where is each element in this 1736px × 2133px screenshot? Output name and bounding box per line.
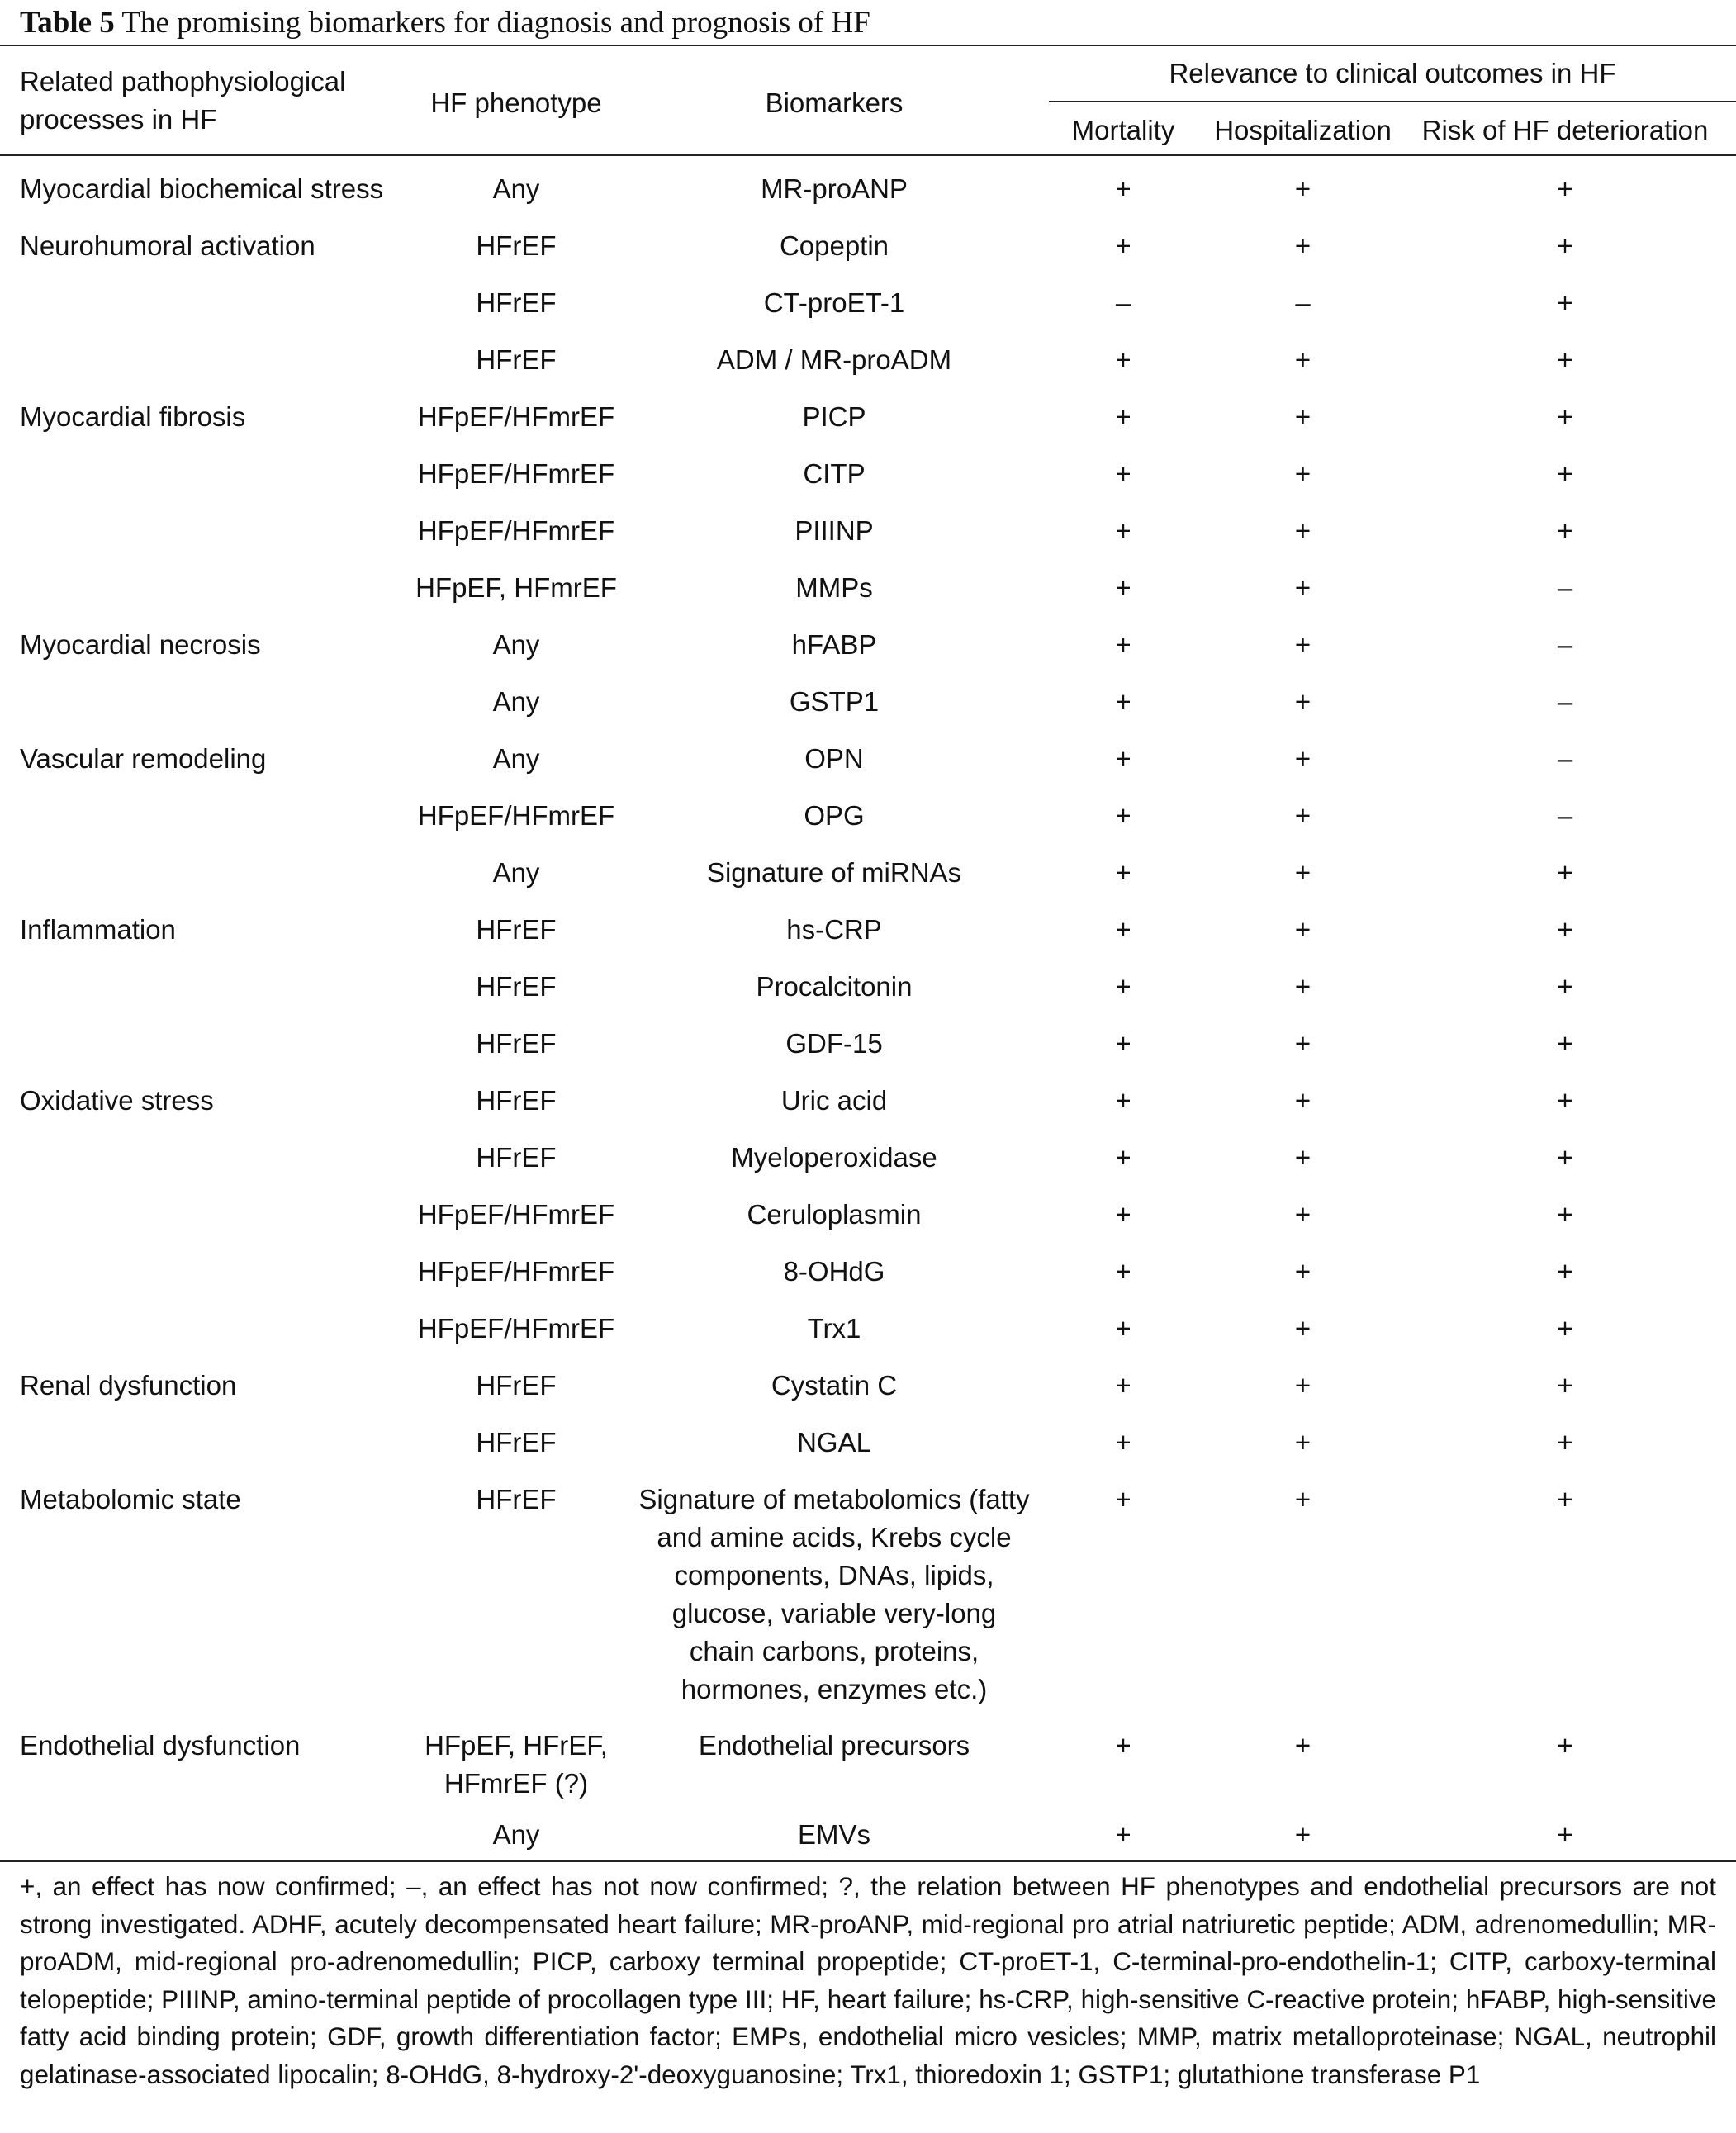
- cell-mortality: +: [1115, 1085, 1131, 1116]
- cell-hospitalization: +: [1294, 458, 1311, 489]
- cell-risk: +: [1557, 971, 1573, 1002]
- cell-mortality: +: [1115, 800, 1131, 831]
- cell-mortality: +: [1115, 686, 1131, 717]
- cell-risk: +: [1557, 1199, 1573, 1230]
- cell-biomarker: Cystatin C: [771, 1370, 898, 1401]
- cell-mortality: +: [1115, 230, 1131, 261]
- cell-risk: +: [1557, 458, 1573, 489]
- cell-hospitalization: +: [1294, 401, 1311, 432]
- cell-hospitalization: +: [1294, 1730, 1311, 1761]
- cell-biomarker: hs-CRP: [786, 914, 882, 945]
- cell-hospitalization: +: [1294, 1484, 1311, 1514]
- top-rule: [0, 45, 1736, 46]
- cell-risk: +: [1557, 1028, 1573, 1059]
- header-process: [20, 63, 400, 139]
- cell-hospitalization: +: [1294, 1256, 1311, 1287]
- cell-risk: +: [1557, 401, 1573, 432]
- cell-risk: –: [1557, 629, 1573, 660]
- cell-hospitalization: +: [1294, 1142, 1311, 1173]
- cell-risk: –: [1557, 800, 1573, 831]
- cell-risk: +: [1557, 857, 1573, 888]
- cell-phenotype: HFpEF/HFmrEF: [417, 1199, 615, 1230]
- cell-mortality: +: [1115, 1819, 1131, 1850]
- cell-mortality: +: [1115, 1427, 1131, 1458]
- cell-process: Neurohumoral activation: [20, 230, 315, 261]
- cell-hospitalization: +: [1294, 686, 1311, 717]
- cell-mortality: +: [1115, 572, 1131, 603]
- cell-phenotype: HFpEF, HFmrEF: [415, 572, 617, 603]
- cell-mortality: +: [1115, 1370, 1131, 1401]
- cell-mortality: +: [1115, 458, 1131, 489]
- cell-biomarker: CT-proET-1: [763, 287, 905, 318]
- cell-risk: +: [1557, 1370, 1573, 1401]
- cell-risk: +: [1557, 173, 1573, 204]
- cell-phenotype: HFpEF/HFmrEF: [417, 1313, 615, 1344]
- cell-process: Oxidative stress: [20, 1085, 214, 1116]
- cell-phenotype: HFpEF/HFmrEF: [417, 401, 615, 432]
- cell-risk: +: [1557, 1313, 1573, 1344]
- cell-hospitalization: +: [1294, 1199, 1311, 1230]
- cell-risk: +: [1557, 1142, 1573, 1173]
- cell-hospitalization: +: [1294, 800, 1311, 831]
- cell-biomarker: hFABP: [791, 629, 877, 660]
- cell-mortality: +: [1115, 857, 1131, 888]
- cell-biomarker: Myeloperoxidase: [731, 1142, 937, 1173]
- cell-phenotype: HFpEF, HFrEF, HFmrEF (?): [425, 1730, 608, 1799]
- header-process-text: Related pathophysiological processes in HF: [20, 66, 346, 135]
- cell-mortality: +: [1115, 971, 1131, 1002]
- cell-hospitalization: +: [1294, 344, 1311, 375]
- cell-process: Myocardial fibrosis: [20, 401, 246, 432]
- cell-phenotype: HFrEF: [476, 1484, 557, 1514]
- cell-biomarker: Endothelial precursors: [698, 1730, 970, 1761]
- cell-biomarker: NGAL: [797, 1427, 871, 1458]
- header-hospitalization: Hospitalization: [1214, 115, 1392, 145]
- cell-hospitalization: +: [1294, 971, 1311, 1002]
- cell-hospitalization: –: [1295, 287, 1311, 318]
- cell-process: Endothelial dysfunction: [20, 1730, 301, 1761]
- cell-process: Metabolomic state: [20, 1484, 241, 1514]
- cell-mortality: –: [1115, 287, 1131, 318]
- cell-hospitalization: +: [1294, 515, 1311, 546]
- cell-process: Myocardial biochemical stress: [20, 173, 384, 204]
- cell-hospitalization: +: [1294, 1370, 1311, 1401]
- cell-risk: +: [1557, 344, 1573, 375]
- cell-phenotype: HFrEF: [476, 914, 557, 945]
- cell-biomarker: MR-proANP: [761, 173, 908, 204]
- cell-phenotype: Any: [492, 1819, 540, 1850]
- cell-biomarker: CITP: [803, 458, 866, 489]
- cell-risk: –: [1557, 686, 1573, 717]
- header-risk: Risk of HF deterioration: [1421, 115, 1709, 145]
- cell-biomarker: EMVs: [797, 1819, 870, 1850]
- cell-mortality: +: [1115, 1484, 1131, 1514]
- cell-mortality: +: [1115, 914, 1131, 945]
- header-mortality: Mortality: [1071, 115, 1175, 145]
- cell-biomarker: Procalcitonin: [756, 971, 913, 1002]
- cell-hospitalization: +: [1294, 1427, 1311, 1458]
- bottom-rule: [0, 1860, 1736, 1862]
- cell-hospitalization: +: [1294, 1085, 1311, 1116]
- cell-mortality: +: [1115, 1730, 1131, 1761]
- cell-mortality: +: [1115, 1028, 1131, 1059]
- header-phenotype: HF phenotype: [430, 88, 602, 118]
- cell-phenotype: HFrEF: [476, 1028, 557, 1059]
- cell-phenotype: HFrEF: [476, 287, 557, 318]
- cell-biomarker: Signature of miRNAs: [706, 857, 962, 888]
- cell-biomarker: OPN: [804, 743, 864, 774]
- cell-biomarker: Trx1: [807, 1313, 861, 1344]
- cell-phenotype: Any: [492, 173, 540, 204]
- cell-hospitalization: +: [1294, 230, 1311, 261]
- cell-mortality: +: [1115, 1256, 1131, 1287]
- cell-biomarker: OPG: [804, 800, 865, 831]
- header-relevance: Relevance to clinical outcomes in HF: [1169, 58, 1616, 88]
- table-caption: [20, 3, 870, 43]
- cell-risk: +: [1557, 914, 1573, 945]
- cell-biomarker: Signature of metabolomics (fatty and amine acids, Krebs cycle components, DNAs, lipids, glucose, variable very-long chain carbons, proteins, hormones, enzymes etc.): [638, 1484, 1030, 1704]
- header-bottom-rule: [0, 154, 1736, 156]
- cell-phenotype: HFrEF: [476, 1085, 557, 1116]
- cell-risk: +: [1557, 1427, 1573, 1458]
- cell-hospitalization: +: [1294, 1028, 1311, 1059]
- cell-phenotype: HFpEF/HFmrEF: [417, 515, 615, 546]
- cell-phenotype: HFrEF: [476, 971, 557, 1002]
- cell-biomarker: ADM / MR-proADM: [716, 344, 952, 375]
- cell-risk: +: [1557, 1256, 1573, 1287]
- cell-mortality: +: [1115, 401, 1131, 432]
- cell-hospitalization: +: [1294, 1313, 1311, 1344]
- cell-biomarker: 8-OHdG: [783, 1256, 885, 1287]
- cell-phenotype: HFpEF/HFmrEF: [417, 800, 615, 831]
- cell-phenotype: HFpEF/HFmrEF: [417, 1256, 615, 1287]
- cell-risk: +: [1557, 230, 1573, 261]
- cell-phenotype: Any: [492, 743, 540, 774]
- cell-phenotype: HFrEF: [476, 1142, 557, 1173]
- cell-hospitalization: +: [1294, 1819, 1311, 1850]
- cell-process: Vascular remodeling: [20, 743, 267, 774]
- cell-risk: –: [1557, 572, 1573, 603]
- cell-mortality: +: [1115, 1313, 1131, 1344]
- header-biomarkers: Biomarkers: [765, 88, 904, 118]
- cell-hospitalization: +: [1294, 173, 1311, 204]
- cell-mortality: +: [1115, 1199, 1131, 1230]
- cell-biomarker: PICP: [802, 401, 866, 432]
- table-label: Table 5: [20, 6, 115, 40]
- cell-biomarker: GSTP1: [789, 686, 880, 717]
- cell-risk: +: [1557, 1085, 1573, 1116]
- cell-mortality: +: [1115, 629, 1131, 660]
- cell-phenotype: HFrEF: [476, 230, 557, 261]
- cell-mortality: +: [1115, 515, 1131, 546]
- table-title: The promising biomarkers for diagnosis and prognosis of HF: [121, 6, 870, 40]
- cell-mortality: +: [1115, 173, 1131, 204]
- cell-mortality: +: [1115, 344, 1131, 375]
- relevance-subrule: [1049, 101, 1736, 102]
- cell-mortality: +: [1115, 743, 1131, 774]
- cell-phenotype: Any: [492, 857, 540, 888]
- cell-risk: +: [1557, 1730, 1573, 1761]
- cell-hospitalization: +: [1294, 857, 1311, 888]
- cell-biomarker: Uric acid: [780, 1085, 888, 1116]
- cell-phenotype: Any: [492, 629, 540, 660]
- cell-biomarker: GDF-15: [785, 1028, 883, 1059]
- cell-process: Myocardial necrosis: [20, 629, 261, 660]
- cell-hospitalization: +: [1294, 572, 1311, 603]
- cell-phenotype: Any: [492, 686, 540, 717]
- cell-process: Inflammation: [20, 914, 176, 945]
- cell-risk: +: [1557, 1819, 1573, 1850]
- cell-phenotype: HFrEF: [476, 1427, 557, 1458]
- cell-risk: +: [1557, 287, 1573, 318]
- cell-biomarker: Ceruloplasmin: [747, 1199, 922, 1230]
- cell-hospitalization: +: [1294, 743, 1311, 774]
- cell-risk: +: [1557, 1484, 1573, 1514]
- cell-phenotype: HFpEF/HFmrEF: [417, 458, 615, 489]
- cell-biomarker: PIIINP: [794, 515, 874, 546]
- cell-risk: +: [1557, 515, 1573, 546]
- cell-hospitalization: +: [1294, 914, 1311, 945]
- cell-process: Renal dysfunction: [20, 1370, 237, 1401]
- cell-phenotype: HFrEF: [476, 1370, 557, 1401]
- cell-mortality: +: [1115, 1142, 1131, 1173]
- cell-phenotype: HFrEF: [476, 344, 557, 375]
- cell-biomarker: Copeptin: [779, 230, 889, 261]
- table-footnote: +, an effect has now confirmed; –, an effect has not now confirmed; ?, the relation between HF phenotypes and endothelial precursors are not strong investigated. ADHF, acutely decompensated heart failure; MR-proANP, mid-regional pro atrial natriuretic peptide; ADM, adrenomedullin; MR-proADM, mid-regional pro-adrenomedullin; PICP, carboxy terminal propeptide; CT-proET-1, C-terminal-pro-endothelin-1; CITP, carboxy-terminal telopeptide; PIIINP, amino-terminal peptide of procollagen type III; HF, heart failure; hs-CRP, high-sensitive C-reactive protein; hFABP, high-sensitive fatty acid binding protein; GDF, growth differentiation factor; EMPs, endothelial micro vesicles; MMP, matrix metalloproteinase; NGAL, neutrophil gelatinase-associated lipocalin; 8-OHdG, 8-hydroxy-2'-deoxyguanosine; Trx1, thioredoxin 1; GSTP1; glutathione transferase P1: [20, 1872, 1716, 2089]
- cell-biomarker: MMPs: [795, 572, 873, 603]
- cell-hospitalization: +: [1294, 629, 1311, 660]
- cell-risk: –: [1557, 743, 1573, 774]
